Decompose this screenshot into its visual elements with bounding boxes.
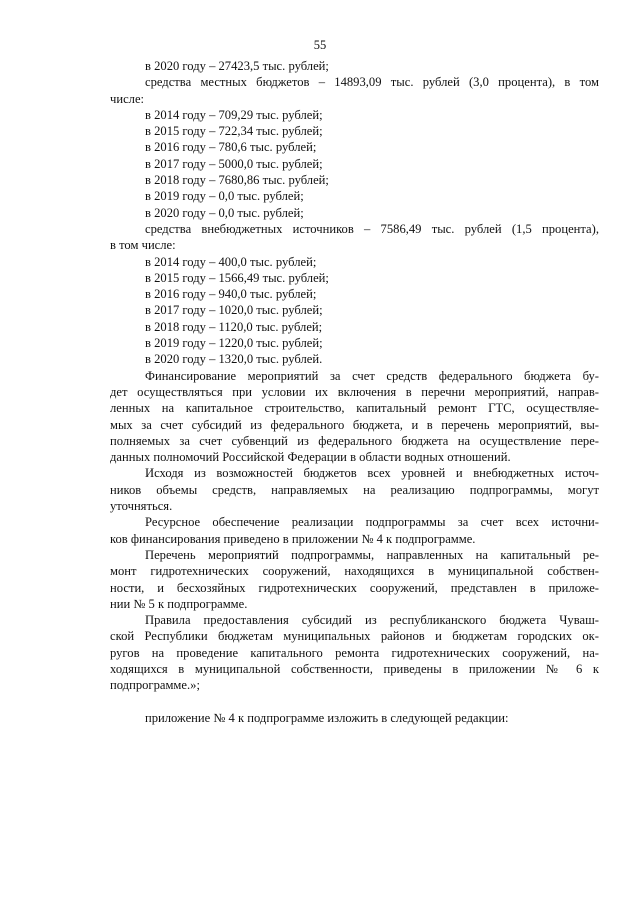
local-budget-year: в 2016 году – 780,6 тыс. рублей; xyxy=(145,140,317,155)
paragraph-line: данных полномочий Российской Федерации в области водных отношений. xyxy=(110,450,511,465)
extra-budget-year: в 2019 году – 1220,0 тыс. рублей; xyxy=(145,336,323,351)
extra-budget-year: в 2017 году – 1020,0 тыс. рублей; xyxy=(145,303,323,318)
extra-budget-year: в 2014 году – 400,0 тыс. рублей; xyxy=(145,254,317,269)
paragraph-line: ности, и бесхозяйных гидротехнических сооружений, представлен в приложе- xyxy=(110,580,599,595)
local-budget-year: в 2017 году – 5000,0 тыс. рублей; xyxy=(145,156,323,171)
paragraph-line: Исходя из возможностей бюджетов всех уровней и внебюджетных источ- xyxy=(145,466,599,481)
extra-budget-year: в 2018 году – 1120,0 тыс. рублей; xyxy=(145,319,323,334)
page-number: 55 xyxy=(313,38,327,52)
paragraph-line: подпрограмме.»; xyxy=(110,678,200,693)
paragraph-line: ленных на капитальное строительство, капитальный ремонт ГТС, осуществляе- xyxy=(110,401,599,416)
paragraph-line: ругов на проведение капитального ремонта гидротехнических сооружений, на- xyxy=(110,645,599,660)
opening-line: в 2020 году – 27423,5 тыс. рублей; xyxy=(145,59,329,73)
local-budget-year: в 2015 году – 722,34 тыс. рублей; xyxy=(145,124,323,139)
extra-budget-intro-line: средства внебюджетных источников – 7586,49 тыс. рублей (1,5 процента), xyxy=(145,221,599,236)
paragraph-line: ской Республики бюджетам муниципальных районов и бюджетам городских ок- xyxy=(110,629,599,644)
paragraph-line: Финансирование мероприятий за счет средств федерального бюджета бу- xyxy=(145,368,599,383)
paragraph-resource-provision xyxy=(110,514,599,547)
extra-budget-year: в 2015 году – 1566,49 тыс. рублей; xyxy=(145,270,329,285)
document-body xyxy=(110,58,599,726)
closing-line: приложение № 4 к подпрограмме изложить в следующей редакции: xyxy=(145,710,509,725)
extra-budget-intro xyxy=(110,221,599,254)
paragraph-line: дет осуществляться при условии их включения в перечни мероприятий, направ- xyxy=(110,384,599,399)
paragraph-federal-funding xyxy=(110,368,599,466)
paragraph-line: монт гидротехнических сооружений, находящихся в муниципальной собствен- xyxy=(110,564,599,579)
paragraph-line: Правила предоставления субсидий из республиканского бюджета Чуваш- xyxy=(145,613,599,628)
local-budget-year: в 2014 году – 709,29 тыс. рублей; xyxy=(145,107,323,122)
paragraph-line: Перечень мероприятий подпрограммы, направленных на капитальный ре- xyxy=(145,547,599,562)
local-budget-intro-line: средства местных бюджетов – 14893,09 тыс. рублей (3,0 процента), в том xyxy=(145,75,599,90)
local-budget-intro xyxy=(110,74,599,107)
paragraph-subsidy-rules xyxy=(110,612,599,693)
paragraph-budget-volumes xyxy=(110,465,599,514)
extra-budget-year: в 2020 году – 1320,0 тыс. рублей. xyxy=(145,352,323,367)
local-budget-year: в 2019 году – 0,0 тыс. рублей; xyxy=(145,189,304,204)
paragraph-measures-list xyxy=(110,547,599,612)
local-budget-intro-line: числе: xyxy=(110,91,145,106)
spacer xyxy=(110,694,599,710)
local-budget-year: в 2020 году – 0,0 тыс. рублей; xyxy=(145,205,304,220)
paragraph-line: полняемых за счет субвенций из федерального бюджета на осуществление пере- xyxy=(110,433,599,448)
paragraph-line: ков финансирования приведено в приложении № 4 к подпрограмме. xyxy=(110,531,476,546)
extra-budget-year: в 2016 году – 940,0 тыс. рублей; xyxy=(145,287,317,302)
paragraph-line: ников объемы средств, направляемых на реализацию подпрограммы, могут xyxy=(110,482,599,497)
local-budget-year: в 2018 году – 7680,86 тыс. рублей; xyxy=(145,173,329,188)
paragraph-line: уточняться. xyxy=(110,499,173,514)
paragraph-line: нии № 5 к подпрограмме. xyxy=(110,596,248,611)
paragraph-line: мых за счет субсидий из федерального бюджета, и в перечень мероприятий, вы- xyxy=(110,417,599,432)
extra-budget-intro-line: в том числе: xyxy=(110,238,176,253)
paragraph-line: ходящихся в муниципальной собственности, приведены в приложении № 6 к xyxy=(110,661,599,676)
paragraph-line: Ресурсное обеспечение реализации подпрограммы за счет всех источни- xyxy=(145,515,599,530)
